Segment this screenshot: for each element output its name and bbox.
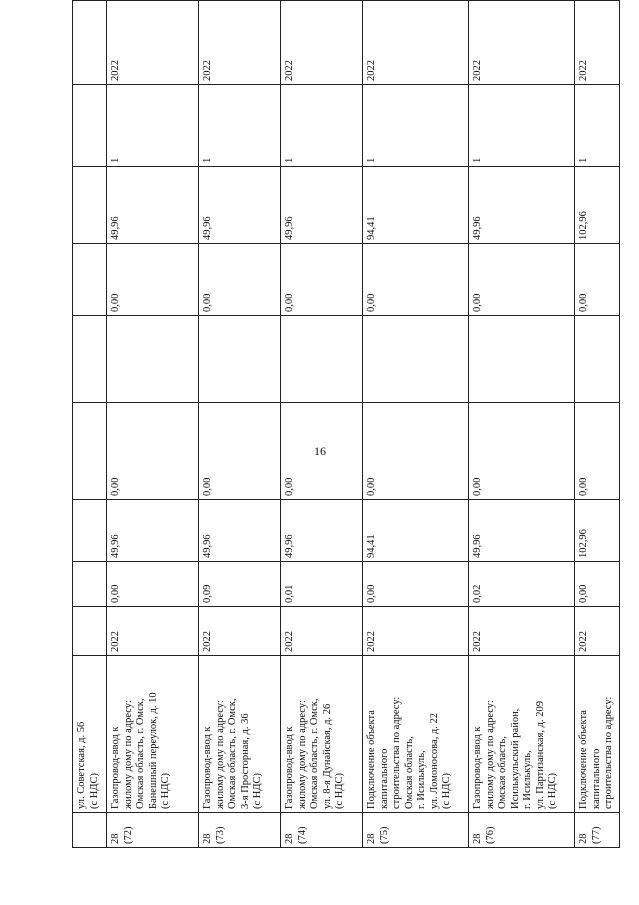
table-cell-c8 (73, 167, 107, 244)
table-cell-num: 28 (77) (575, 813, 620, 848)
name-line: капитального (590, 748, 602, 809)
table-cell-c6 (575, 316, 620, 403)
table-cell-name (363, 656, 469, 813)
name-line: Газопровод-ввод к (284, 726, 295, 809)
table-cell-c4: 102,96 (575, 500, 620, 562)
table-cell-c11 (363, 0, 469, 1)
rotated-table-wrapper (72, 28, 612, 848)
table-cell-c6 (73, 316, 107, 403)
name-line: Газопровод-ввод к (202, 726, 213, 809)
name-line: 3-я Просторная, д. 36 (239, 713, 251, 809)
name-line: (с НДС) (334, 772, 345, 809)
table-cell-c3: 0,00 (107, 562, 199, 607)
name-line: жилому дому по адресу: (484, 700, 496, 809)
table-cell-c5: 0,00 (575, 403, 620, 500)
page-number: 16 (314, 444, 326, 458)
table-cell-c11 (73, 0, 107, 1)
name-line: Омская область, г. Омск, (309, 698, 320, 809)
name-line: Омская область, г. Омск, (135, 698, 146, 809)
table-cell-c10: 2022 (199, 1, 281, 85)
table-cell-c3: 0,09 (199, 562, 281, 607)
table-row (281, 0, 363, 848)
name-line: Банешный переулок, д. 10 (147, 692, 159, 809)
name-line: Омская область, (403, 736, 415, 809)
table-cell-c8: 49,96 (469, 167, 575, 244)
table-cell-c11 (469, 0, 575, 1)
table-cell-c7 (73, 244, 107, 316)
table-cell-num: 28 (72) (107, 813, 199, 848)
name-line: жилому дому по адресу: (296, 700, 308, 809)
table-cell-c5: 0,00 (199, 403, 281, 500)
name-line: Омская область, (497, 736, 508, 809)
name-line: (с НДС) (441, 772, 452, 809)
name-line: ул. Ломоносова, д. 22 (428, 713, 440, 809)
table-cell-name (281, 656, 363, 813)
table-cell-c2 (73, 607, 107, 656)
table-row (363, 0, 469, 848)
table-cell-c10: 2022 (575, 1, 620, 85)
table-cell-c7: 0,00 (575, 244, 620, 316)
table-cell-num: 28 (76) (469, 813, 575, 848)
table-row (575, 0, 620, 848)
name-line: ул. Советская, д. 56 (76, 721, 87, 809)
table-cell-num: 28 (73) (199, 813, 281, 848)
name-line: г. Исилькуль, (522, 750, 533, 809)
table-row (73, 0, 107, 848)
table-cell-c6 (107, 316, 199, 403)
table-cell-c2: 2022 (199, 607, 281, 656)
table-cell-c5 (73, 403, 107, 500)
table-cell-c8: 102,96 (575, 167, 620, 244)
table-cell-c5: 0,00 (469, 403, 575, 500)
table-cell-c5: 0,00 (363, 403, 469, 500)
table-cell-c4 (73, 500, 107, 562)
table-cell-c4: 49,96 (199, 500, 281, 562)
name-line: г. Исилькуль, (416, 750, 427, 809)
name-line: строительства по адресу: (603, 696, 614, 809)
table-cell-c3: 0,00 (363, 562, 469, 607)
table-cell-c4: 49,96 (107, 500, 199, 562)
table-cell-c11 (107, 0, 199, 1)
table-cell-c9: 1 (363, 85, 469, 167)
table-cell-c3: 0,00 (575, 562, 620, 607)
table-cell-num (73, 813, 107, 848)
table-cell-c7: 0,00 (363, 244, 469, 316)
table-cell-c6 (363, 316, 469, 403)
table-cell-c10: 2022 (281, 1, 363, 85)
table-cell-c9: 1 (107, 85, 199, 167)
table-cell-c3: 0,02 (469, 562, 575, 607)
name-line: (с НДС) (547, 772, 558, 809)
table-cell-c3 (73, 562, 107, 607)
table-cell-c7: 0,00 (281, 244, 363, 316)
table-cell-num: 28 (74) (281, 813, 363, 848)
table-cell-c4: 49,96 (469, 500, 575, 562)
table-cell-c2: 2022 (363, 607, 469, 656)
table-cell-c9 (73, 85, 107, 167)
table-cell-c2: 2022 (281, 607, 363, 656)
name-line: Исилькульский район, (509, 708, 521, 809)
name-line: (с НДС) (160, 772, 171, 809)
name-line: жилому дому по адресу: (122, 700, 134, 809)
table-cell-c6 (199, 316, 281, 403)
name-line: (с НДС) (252, 772, 263, 809)
table-cell-c6 (281, 316, 363, 403)
table-cell-c11 (281, 0, 363, 1)
table-cell-c9: 1 (469, 85, 575, 167)
investment-table (72, 28, 612, 848)
name-line: Газопровод-ввод к (472, 726, 483, 809)
table-cell-c3: 0,01 (281, 562, 363, 607)
table-cell-c9: 1 (575, 85, 620, 167)
table-cell-c7: 0,00 (107, 244, 199, 316)
name-line: Подключение объекта (578, 710, 589, 809)
table-row (199, 0, 281, 848)
table-cell-c6 (469, 316, 575, 403)
table-cell-c8: 49,96 (107, 167, 199, 244)
name-line: Подключение объекта (366, 710, 377, 809)
table-row (469, 0, 575, 848)
table-cell-name (199, 656, 281, 813)
table-cell-c10: 2022 (469, 1, 575, 85)
table-cell-c2: 2022 (469, 607, 575, 656)
name-line: строительства по адресу: (391, 696, 402, 809)
table-row (107, 0, 199, 848)
table-cell-c8: 49,96 (199, 167, 281, 244)
name-line: Газопровод-ввод к (110, 726, 121, 809)
table-cell-name (575, 656, 620, 813)
table-cell-c8: 94,41 (363, 167, 469, 244)
name-line: ул. 8-я Дунайская, д. 26 (321, 703, 333, 809)
table-cell-c2: 2022 (107, 607, 199, 656)
table-cell-c10: 2022 (363, 1, 469, 85)
table-cell-name (73, 656, 107, 813)
name-line: жилому дому по адресу: (214, 700, 226, 809)
name-line: капитального (378, 748, 390, 809)
table-body (73, 0, 620, 848)
table-cell-num: 28 (75) (363, 813, 469, 848)
name-line: Омская область, г. Омск, (227, 698, 238, 809)
table-cell-c5: 0,00 (281, 403, 363, 500)
table-cell-c4: 49,96 (281, 500, 363, 562)
table-cell-c9: 1 (281, 85, 363, 167)
table-cell-c10: 2022 (107, 1, 199, 85)
table-cell-c11 (575, 0, 620, 1)
name-line: (с НДС) (88, 772, 100, 809)
name-line: ул. Партизанская, д. 209 (534, 701, 546, 809)
table-cell-c8: 49,96 (281, 167, 363, 244)
table-cell-c7: 0,00 (469, 244, 575, 316)
table-cell-c11 (199, 0, 281, 1)
table-cell-c2: 2022 (575, 607, 620, 656)
table-cell-name (469, 656, 575, 813)
table-cell-c7: 0,00 (199, 244, 281, 316)
table-cell-c9: 1 (199, 85, 281, 167)
table-cell-c5: 0,00 (107, 403, 199, 500)
data-table (72, 0, 620, 848)
table-cell-c4: 94,41 (363, 500, 469, 562)
table-cell-c10 (73, 1, 107, 85)
table-cell-name (107, 656, 199, 813)
